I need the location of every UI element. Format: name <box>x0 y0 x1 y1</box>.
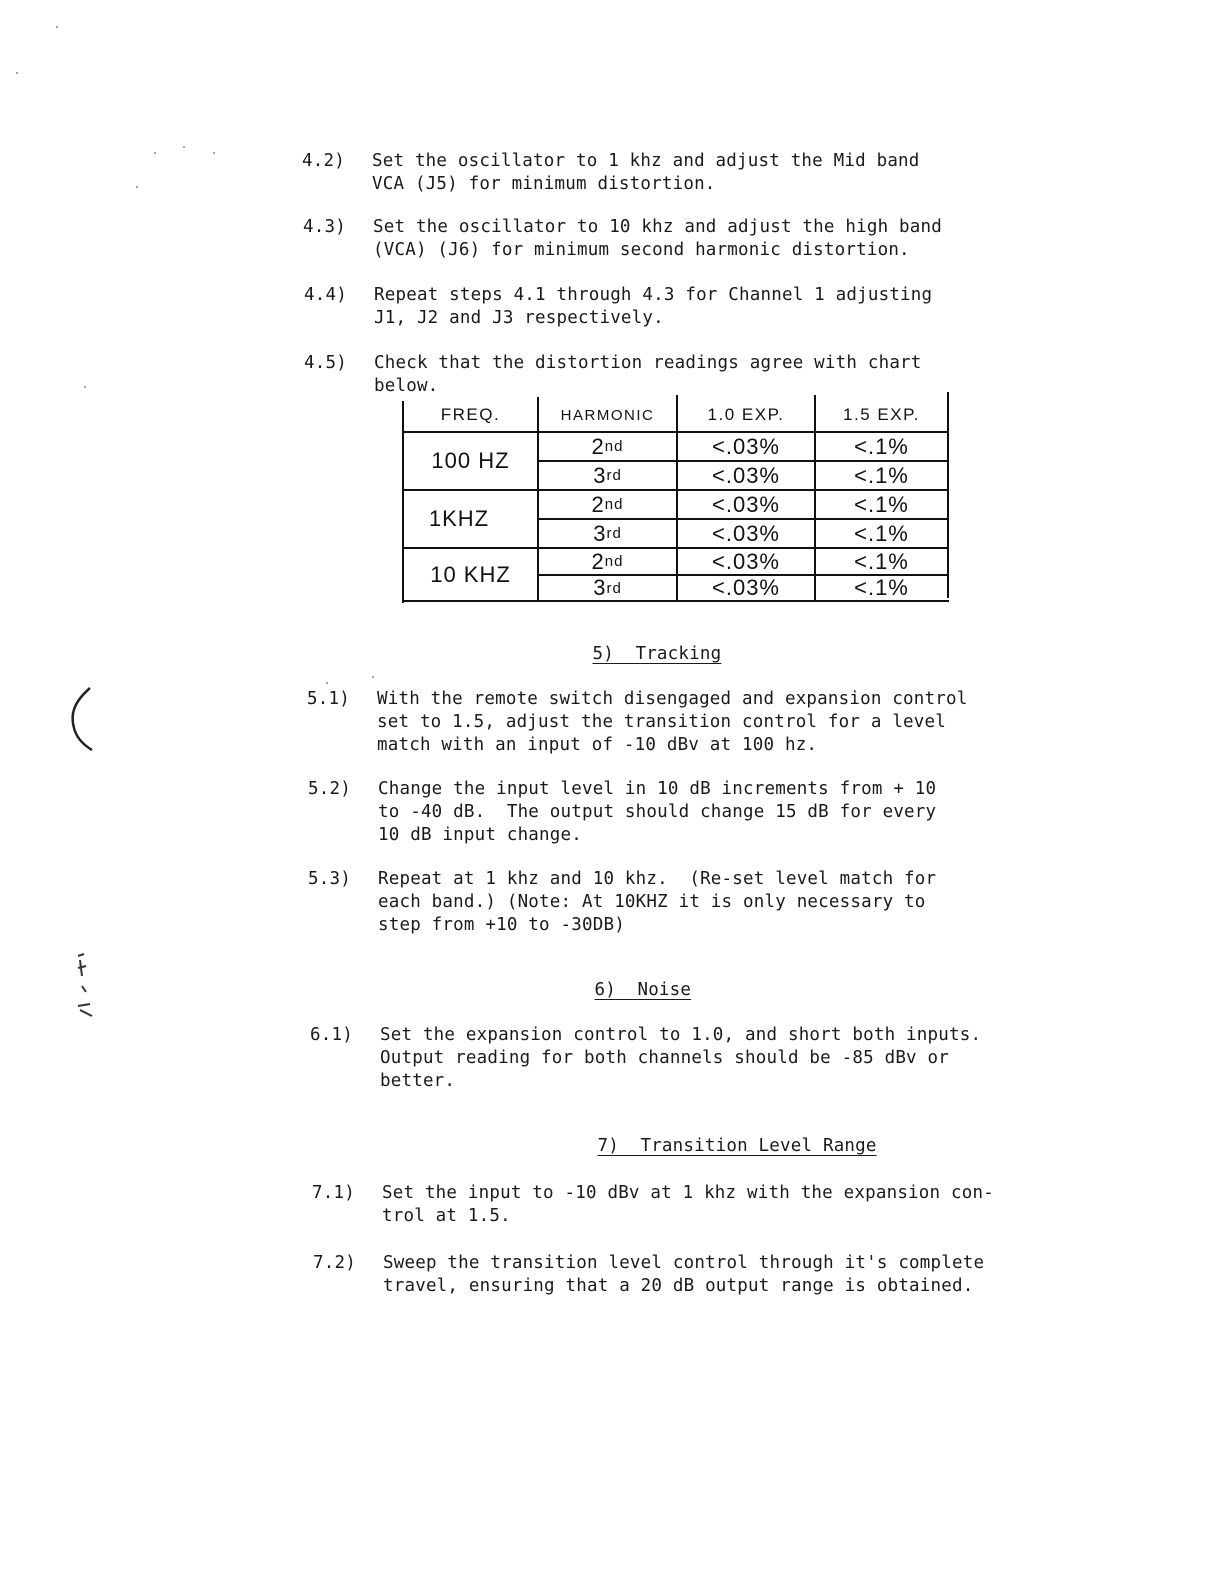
value-1-5-exp: <.1% <box>854 520 909 546</box>
value-1-0-exp: <.03% <box>712 462 780 488</box>
scan-speck <box>84 386 86 388</box>
harmonic-suffix: nd <box>604 553 624 570</box>
section-number: 7) <box>597 1136 619 1156</box>
section-title: Noise <box>637 980 692 1000</box>
step-number: 5.1) <box>307 689 350 709</box>
freq-10khz: 10 KHZ <box>430 561 511 587</box>
harmonic-cell <box>539 549 676 574</box>
value-1-0-exp: <.03% <box>712 548 780 574</box>
step-number: 5.2) <box>308 779 351 799</box>
scan-bracket-mark <box>66 684 96 752</box>
header-freq: FREQ. <box>440 405 501 424</box>
step-number: 6.1) <box>310 1025 353 1045</box>
harmonic-cell <box>539 520 676 547</box>
section-heading-tracking <box>571 620 721 666</box>
harmonic-cell <box>539 433 676 460</box>
harmonic-suffix: nd <box>604 438 624 455</box>
step-text: Repeat steps 4.1 through 4.3 for Channel 1 adjusting J1, J2 and J3 respectively. <box>374 285 933 328</box>
step-number: 5.3) <box>308 869 351 889</box>
freq-1khz: 1KHZ <box>428 506 490 531</box>
scan-smudge-mark <box>72 946 98 1020</box>
step-text: Check that the distortion readings agree with chart below. <box>374 353 922 396</box>
value-1-0-exp: <.03% <box>712 520 780 546</box>
value-1-0-exp: <.03% <box>712 491 780 517</box>
step-number: 4.5) <box>304 353 347 373</box>
harmonic-number: 3 <box>593 462 607 488</box>
freq-100hz: 100 HZ <box>431 448 510 473</box>
step-number: 7.2) <box>313 1253 356 1273</box>
harmonic-number: 2 <box>591 433 605 459</box>
harmonic-cell <box>539 491 676 518</box>
section-number: 6) <box>594 980 616 1000</box>
harmonic-number: 2 <box>591 491 605 517</box>
step-text: Set the oscillator to 10 khz and adjust the high band (VCA) (J6) for minimum second harmonic distortion. <box>373 217 943 260</box>
harmonic-number: 3 <box>593 575 607 600</box>
step-text: With the remote switch disengaged and expansion control set to 1.5, adjust the transition control for a level match with an input of -10 dBv at 100 hz. <box>377 689 968 755</box>
step-text: Set the oscillator to 1 khz and adjust the Mid band VCA (J5) for minimum distortion. <box>372 151 920 194</box>
step-number: 7.1) <box>312 1183 355 1203</box>
harmonic-number: 2 <box>591 548 605 574</box>
scan-speck <box>154 152 156 154</box>
step-text: Set the input to -10 dBv at 1 khz with the expansion con- trol at 1.5. <box>382 1183 994 1226</box>
section-title: Transition Level Range <box>640 1136 877 1156</box>
harmonic-number: 3 <box>593 520 607 546</box>
step-number: 4.3) <box>303 217 346 237</box>
section-number: 5) <box>592 644 614 664</box>
harmonic-cell <box>539 576 676 600</box>
header-1-5-exp: 1.5 EXP. <box>843 405 920 424</box>
value-1-5-exp: <.1% <box>854 433 909 459</box>
step-text: Change the input level in 10 dB increments from + 10 to -40 dB. The output should change 15 dB for every 10 dB input change. <box>378 779 937 845</box>
harmonic-suffix: rd <box>606 525 622 542</box>
section-title: Tracking <box>635 644 722 664</box>
step-text: Repeat at 1 khz and 10 khz. (Re-set level match for each band.) (Note: At 10KHZ it is only necessary to step from +10 to -30DB) <box>378 869 937 935</box>
value-1-0-exp: <.03% <box>712 433 780 459</box>
value-1-5-exp: <.1% <box>854 491 909 517</box>
scan-speck <box>213 152 215 154</box>
scan-speck <box>326 682 328 684</box>
section-heading-noise <box>573 956 691 1002</box>
step-text: Set the expansion control to 1.0, and short both inputs. Output reading for both channels should be -85 dBv or better. <box>380 1025 982 1091</box>
step-number: 4.4) <box>304 285 347 305</box>
value-1-0-exp: <.03% <box>712 575 780 600</box>
harmonic-suffix: rd <box>606 579 622 597</box>
value-1-5-exp: <.1% <box>854 548 909 574</box>
scan-speck <box>56 26 58 28</box>
step-text: Sweep the transition level control through it's complete travel, ensuring that a 20 dB output range is obtained. <box>383 1253 985 1296</box>
value-1-5-exp: <.1% <box>854 575 909 600</box>
header-harmonic: HARMONIC <box>560 406 655 424</box>
step-number: 4.2) <box>302 151 345 171</box>
distortion-table <box>402 395 950 603</box>
scan-speck <box>136 186 138 188</box>
section-heading-transition-level-range <box>576 1112 877 1158</box>
harmonic-suffix: nd <box>604 496 624 513</box>
harmonic-cell <box>539 462 676 489</box>
header-1-0-exp: 1.0 EXP. <box>707 405 785 424</box>
harmonic-suffix: rd <box>606 467 622 484</box>
scan-speck <box>183 146 185 148</box>
scan-speck <box>372 676 374 678</box>
value-1-5-exp: <.1% <box>854 462 909 488</box>
scan-speck <box>16 72 18 74</box>
